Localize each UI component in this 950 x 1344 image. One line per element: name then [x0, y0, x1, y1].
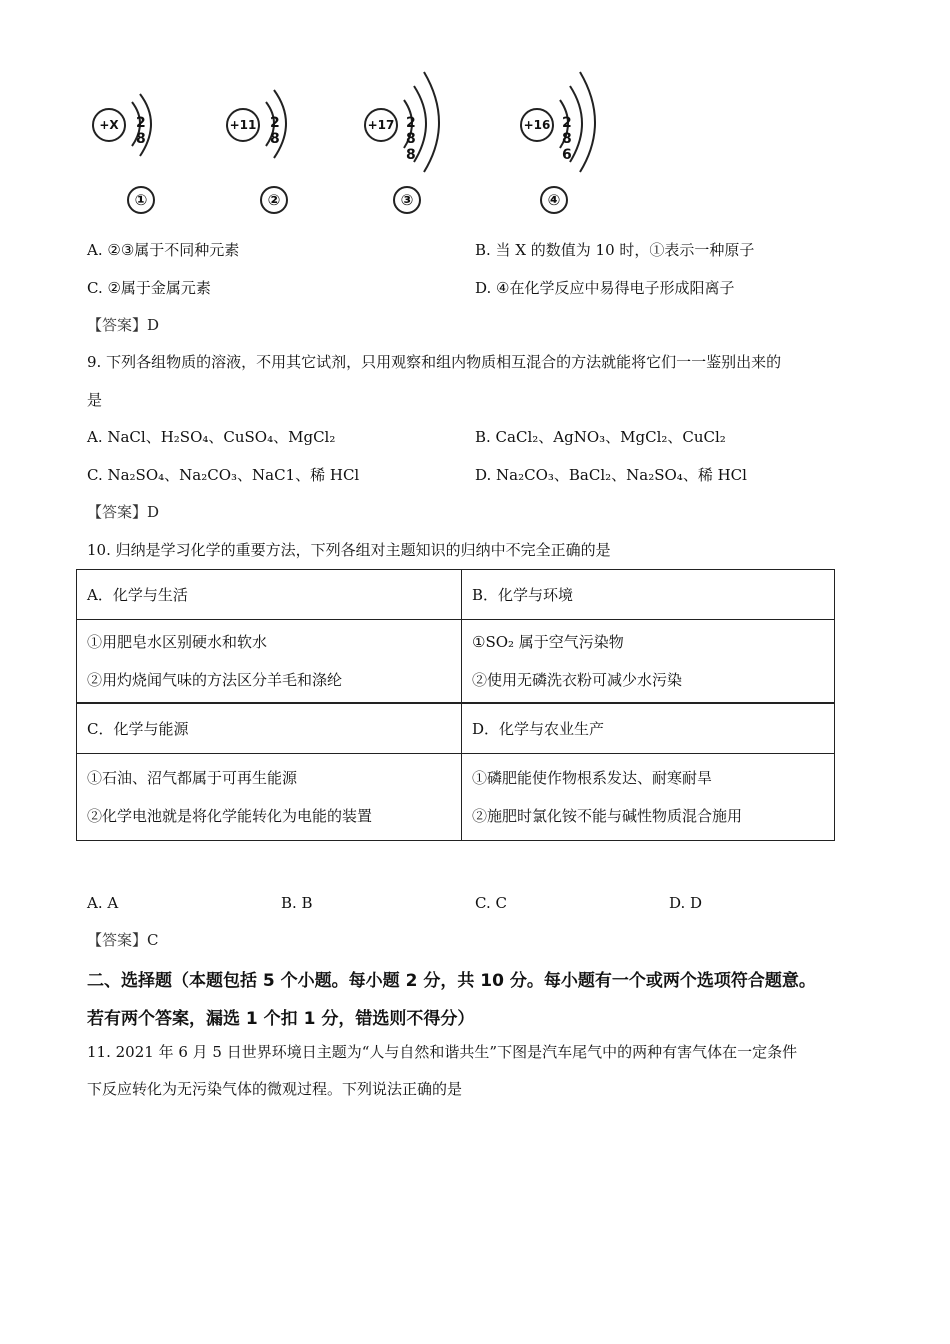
q9-option-a: A. NaCl、H₂SO₄、CuSO₄、MgCl₂ — [87, 428, 336, 446]
q9-option-c: C. Na₂SO₄、Na₂CO₃、NaC1、稀 HCl — [87, 466, 360, 484]
cell-a-line1: ①用肥皂水区别硬水和软水 — [87, 633, 268, 651]
q8-option-b: B. 当 X 的数值为 10 时，①表示一种原子 — [475, 241, 755, 259]
cell-a-head: A．化学与生活 — [77, 570, 462, 620]
atom-label-1: ① — [127, 186, 155, 214]
cell-b-line1: ①SO₂ 属于空气污染物 — [472, 633, 624, 651]
section2-heading-line2: 若有两个答案，漏选 1 个扣 1 分，错选则不得分） — [87, 1009, 475, 1029]
cell-c-body — [77, 754, 462, 841]
cell-d-line2: ②施肥时氯化铵不能与碱性物质混合施用 — [472, 807, 743, 825]
cell-c-head: C．化学与能源 — [77, 703, 462, 754]
nucleus: +17 — [364, 108, 398, 142]
q8-option-d: D. ④在化学反应中易得电子形成阳离子 — [475, 279, 735, 297]
cell-b-line2: ②使用无磷洗衣粉可减少水污染 — [472, 671, 683, 689]
q9-stem-line2: 是 — [87, 391, 103, 409]
answer-value: D — [147, 316, 160, 334]
q11-stem-line1: 11. 2021 年 6 月 5 日世界环境日主题为“人与自然和谐共生”下图是汽车尾气中的两种有害气体在一定条件 — [87, 1043, 798, 1061]
q8-option-a: A. ②③属于不同种元素 — [87, 241, 240, 259]
q10-option-c: C. C — [475, 894, 507, 912]
nucleus: +X — [92, 108, 126, 142]
q9-option-b: B. CaCl₂、AgNO₃、MgCl₂、CuCl₂ — [475, 428, 726, 446]
section2-heading-line1: 二、选择题（本题包括 5 个小题。每小题 2 分，共 10 分。每小题有一个或两个选项符合题意。 — [87, 971, 816, 991]
electron-shells — [224, 60, 314, 170]
q11-stem-line2: 下反应转化为无污染气体的微观过程。下列说法正确的是 — [87, 1080, 463, 1098]
cell-b-body — [462, 620, 835, 704]
q10-knowledge-table — [76, 569, 835, 841]
q8-option-c: C. ②属于金属元素 — [87, 279, 211, 297]
cell-c-line1: ①石油、沼气都属于可再生能源 — [87, 769, 298, 787]
cell-a-line2: ②用灼烧闻气味的方法区分羊毛和涤纶 — [87, 671, 343, 689]
cell-d-line1: ①磷肥能使作物根系发达、耐寒耐旱 — [472, 769, 713, 787]
electron-counts: 2 8 8 — [406, 115, 417, 163]
q9-stem-line1: 9. 下列各组物质的溶液，不用其它试剂，只用观察和组内物质相互混合的方法就能将它们一一鉴别出来的 — [87, 353, 782, 371]
cell-c-line2: ②化学电池就是将化学能转化为电能的装置 — [87, 807, 373, 825]
electron-counts: 2 8 — [136, 115, 147, 147]
q9-answer — [87, 502, 159, 522]
q9-option-d: D. Na₂CO₃、BaCl₂、Na₂SO₄、稀 HCl — [475, 466, 747, 484]
q10-option-d: D. D — [669, 894, 703, 912]
electron-shells — [90, 60, 180, 170]
answer-tag: 【答案】 — [87, 931, 148, 949]
atom-label-2: ② — [260, 186, 288, 214]
q10-stem: 10. 归纳是学习化学的重要方法，下列各组对主题知识的归纳中不完全正确的是 — [87, 541, 611, 559]
q10-answer — [87, 930, 159, 950]
atom-label-4: ④ — [540, 186, 568, 214]
q10-option-b: B. B — [281, 894, 313, 912]
cell-a-body — [77, 620, 462, 704]
electron-counts: 2 8 6 — [562, 115, 573, 163]
answer-value: D — [147, 503, 160, 521]
atom-label-3: ③ — [393, 186, 421, 214]
nucleus: +11 — [226, 108, 260, 142]
electron-counts: 2 8 — [270, 115, 281, 147]
cell-b-head: B．化学与环境 — [462, 570, 835, 620]
q10-option-a: A. A — [87, 894, 119, 912]
answer-tag: 【答案】 — [87, 316, 148, 334]
q8-answer — [87, 315, 159, 335]
answer-value: C — [147, 931, 159, 949]
answer-tag: 【答案】 — [87, 503, 148, 521]
nucleus: +16 — [520, 108, 554, 142]
cell-d-head: D．化学与农业生产 — [462, 703, 835, 754]
cell-d-body — [462, 754, 835, 841]
